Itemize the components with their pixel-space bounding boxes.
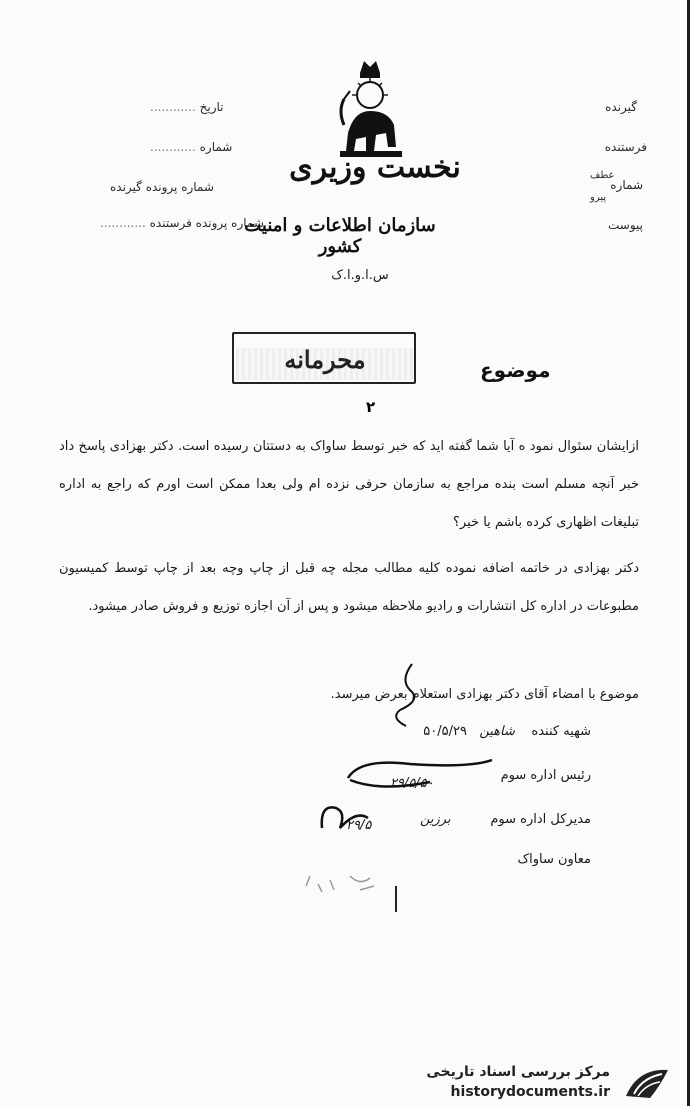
dept-head-line [501, 768, 591, 783]
number-ref-field [610, 178, 643, 192]
faint-stamp-marks-icon [300, 866, 410, 916]
director-name: برزین [420, 812, 451, 827]
deputy-line [517, 852, 591, 867]
letterhead-organization: سازمان اطلاعات و امنیت کشور [244, 215, 436, 257]
body-paragraph-2: دکتر بهزادی در خاتمه اضافه نموده کلیه مطالب مجله چه قبل از چاپ وچه بعد از چاپ توسط کمیسیون مطبوعات در اداره کل انتشارات و رادیو ملاحظه میشود و پس از آن اجازه توزیع و فروش صادر میشود. [59, 561, 639, 614]
date-dots: ............ [150, 100, 196, 114]
page-number: ۲ [366, 398, 376, 416]
director-line [490, 812, 591, 827]
date-field [150, 100, 224, 114]
letterhead-title: نخست وزیری [289, 150, 461, 185]
director-signature-text [420, 812, 451, 827]
archive-logo-icon [620, 1064, 674, 1104]
lion-and-sun-emblem-icon [330, 55, 410, 165]
body-paragraph-3: موضوع با امضاء آقای دکتر بهزادی استعلام بعرض میرسد. [330, 687, 639, 702]
dept-head-signature-icon [340, 752, 500, 796]
letterhead-code: س.ا.و.ا.ک [331, 268, 389, 283]
sender-field [605, 140, 647, 154]
reporter-date: ۵۰/۵/۲۹ [423, 724, 467, 739]
watermark-url: historydocuments.ir [450, 1084, 610, 1100]
reporter-label: شهیه کننده [531, 724, 591, 739]
ref-sub-top [590, 170, 615, 181]
recipient-file-field [110, 180, 214, 194]
sender-file-dots: ............ [100, 216, 146, 230]
recipient-file-label: شماره پرونده گیرنده [110, 180, 214, 194]
sender-file-label: شماره پرونده فرستنده [149, 216, 264, 230]
attachment-label: پیوست [608, 218, 643, 232]
left-number-field [150, 140, 232, 154]
date-label: تاریخ [199, 100, 224, 114]
deputy-label: معاون ساواک [517, 852, 591, 867]
left-number-label: شماره [199, 140, 233, 154]
watermark [412, 1064, 688, 1104]
left-number-dots: ............ [150, 140, 196, 154]
recipient-label: گیرنده [605, 100, 637, 114]
recipient-field [605, 100, 637, 114]
subject-value: محرمانه [284, 345, 366, 374]
ref-sub-bottom [590, 192, 606, 203]
ref-sub-bottom-label: پیرو [590, 192, 607, 203]
attachment-field [608, 218, 643, 232]
watermark-persian-text: مرکز بررسی اسناد تاریخی [426, 1064, 610, 1080]
dept-head-label: رئیس اداره سوم [500, 768, 591, 783]
subject-label: موضوع [480, 358, 551, 382]
director-label: مدیرکل اداره سوم [490, 812, 591, 827]
director-signature-icon [316, 798, 376, 844]
director-date: ۲۹/۵ [346, 818, 372, 833]
ref-sub-top-label: عطف [590, 170, 615, 181]
number-ref-label: شماره [610, 178, 643, 192]
sender-label: فرستنده [604, 140, 647, 154]
dept-head-date: ۲۹/۵/۵۰ [390, 776, 434, 791]
body-paragraph-1: ازایشان سئوال نمود ه آیا شما گفته اید که خبر توسط ساواک به دستتان رسیده است. دکتر بهزادی پاسخ داد خبر آنچه مسلم است بنده مراجع به سازمان حرفی نزده ام ولی بعدا ممکن است اورم که راجع به اداره تبلیغات اظهاری کرده باشم یا خیر؟ [59, 439, 639, 530]
reporter-name: شاهین [479, 724, 515, 739]
reporter-signature-icon [370, 660, 450, 730]
